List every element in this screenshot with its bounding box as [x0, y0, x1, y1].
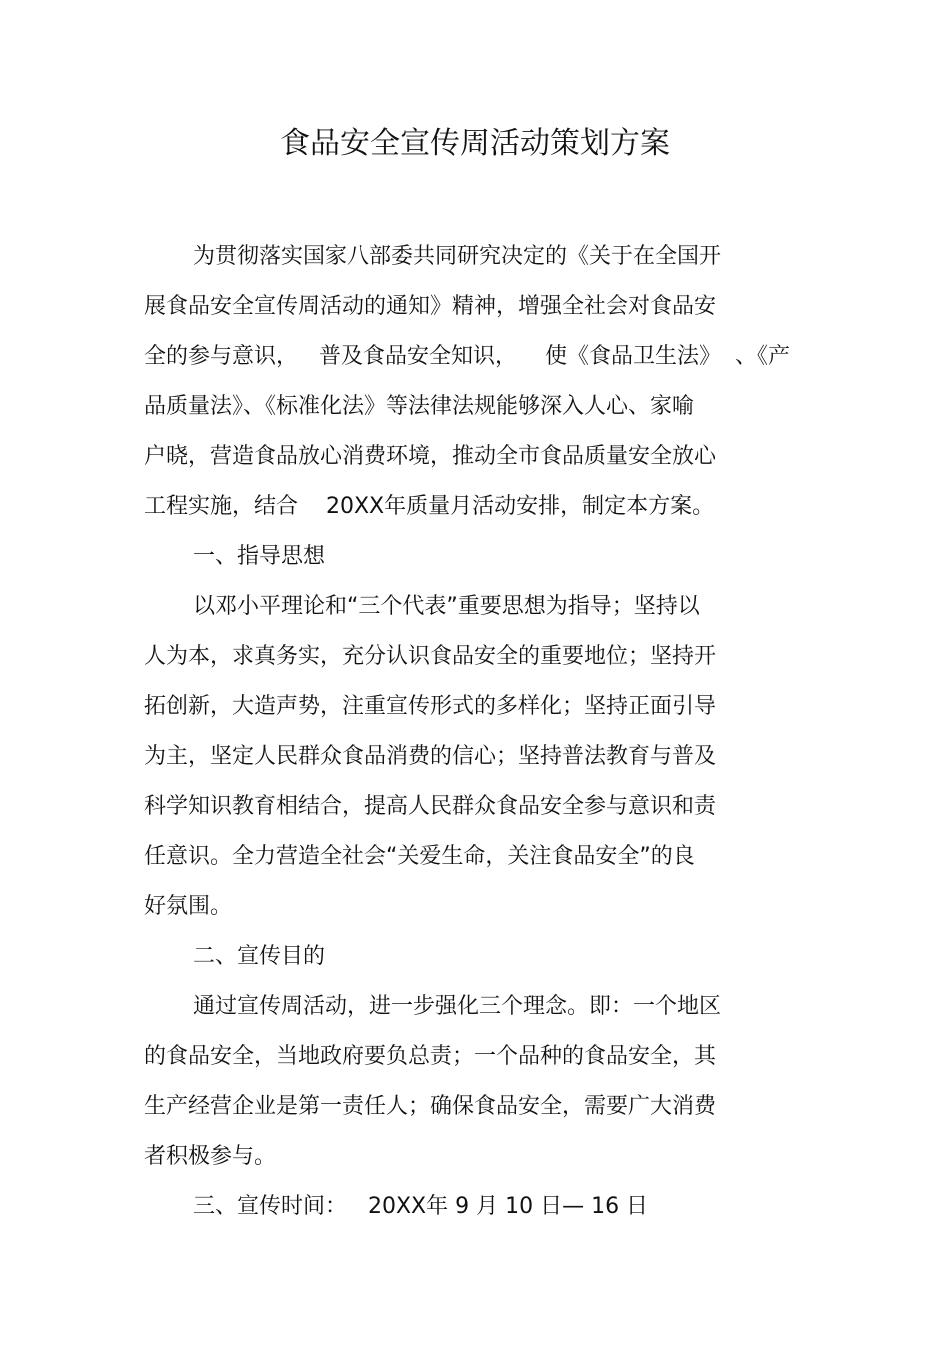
paragraph-line: 工程实施，结合 20XX年质量月活动安排，制定本方案。 [144, 494, 715, 519]
document-title: 食品安全宣传周活动策划方案 [280, 126, 670, 161]
paragraph-line: 为主，坚定人民群众食品消费的信心；坚持普法教育与普及 [144, 744, 717, 769]
paragraph-line: 品质量法》、《标准化法》等法律法规能够深入人心、家喻 [144, 394, 695, 419]
paragraph-line: 人为本，求真务实，充分认识食品安全的重要地位；坚持开 [144, 644, 717, 669]
paragraph-line: 展食品安全宣传周活动的通知》精神，增强全社会对食品安 [144, 294, 717, 319]
paragraph-line: 以邓小平理论和“三个代表”重要思想为指导；坚持以 [193, 594, 700, 619]
paragraph-line: 好氛围。 [144, 894, 233, 919]
paragraph-line: 生产经营企业是第一责任人；确保食品安全，需要广大消费 [144, 1094, 717, 1119]
paragraph-line: 任意识。全力营造全社会“关爱生命，关注食品安全”的良 [144, 844, 695, 869]
paragraph-line: 为贯彻落实国家八部委共同研究决定的《关于在全国开 [193, 244, 722, 269]
paragraph-line: 者积极参与。 [144, 1144, 277, 1169]
paragraph-line: 拓创新，大造声势，注重宣传形式的多样化；坚持正面引导 [144, 694, 717, 719]
section-heading: 三、宣传时间： 20XX年 9 月 10 日— 16 日 [193, 1194, 649, 1219]
section-heading: 二、宣传目的 [193, 944, 326, 969]
paragraph-line: 户晓，营造食品放心消费环境，推动全市食品质量安全放心 [144, 444, 717, 469]
paragraph-line: 的食品安全，当地政府要负总责；一个品种的食品安全，其 [144, 1044, 717, 1069]
paragraph-line: 通过宣传周活动，进一步强化三个理念。即：一个地区 [193, 994, 722, 1019]
paragraph-line: 科学知识教育相结合，提高人民群众食品安全参与意识和责 [144, 794, 717, 819]
paragraph-line: 全的参与意识， 普及食品安全知识， 使《食品卫生法》 、《产 [144, 344, 790, 369]
section-heading: 一、指导思想 [193, 544, 326, 569]
